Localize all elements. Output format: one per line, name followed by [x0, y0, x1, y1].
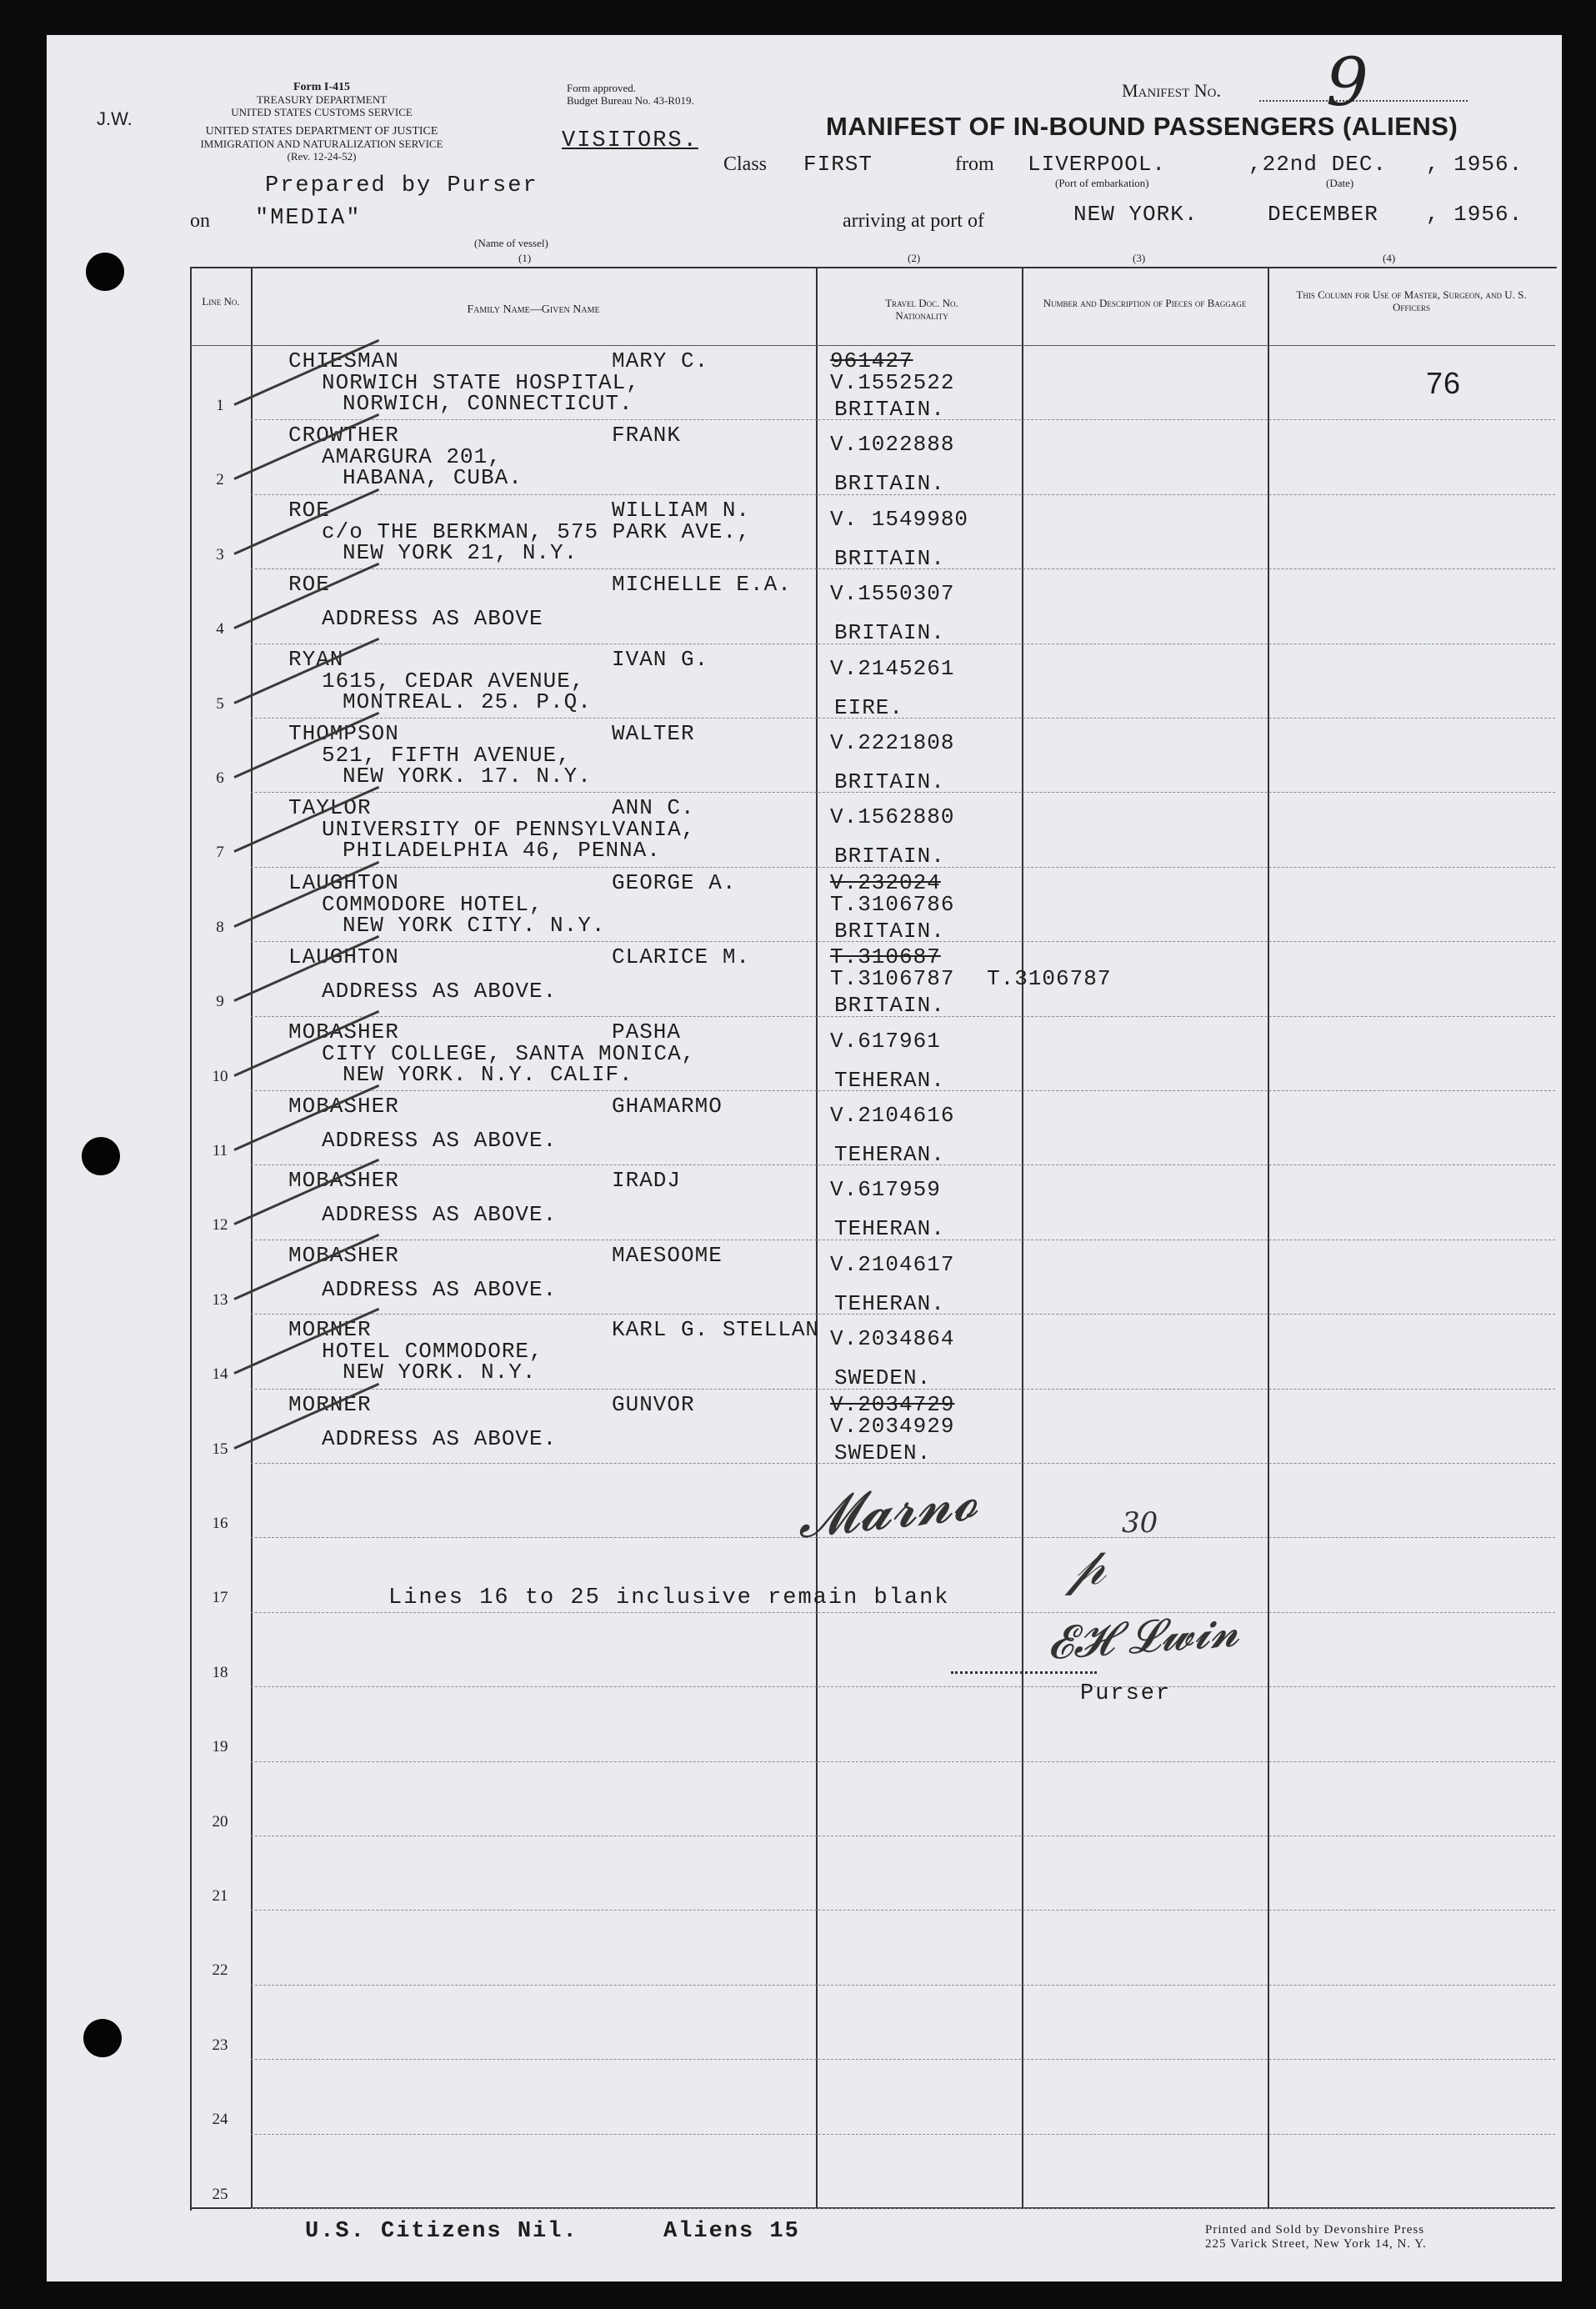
- address-line-1: UNIVERSITY OF PENNSYLVANIA,: [322, 817, 696, 843]
- address-line-1: COMMODORE HOTEL,: [322, 891, 543, 917]
- address-line-2: NEW YORK. N.Y.: [343, 1360, 537, 1385]
- given-name: CLARICE M.: [612, 944, 751, 970]
- col-header-officers: This Column for Use of Master, Surgeon, and U. S. Officers: [1296, 288, 1527, 313]
- arrival-port: NEW YORK.: [1073, 202, 1198, 227]
- travel-doc-number: V.1552522: [830, 370, 955, 395]
- blank-line-number: 17: [212, 1589, 228, 1607]
- treasury-dept: TREASURY DEPARTMENT: [256, 93, 388, 106]
- table-row: [47, 1389, 1562, 1463]
- travel-doc-number-extra: T.3106787: [987, 966, 1112, 992]
- on-label: on: [190, 210, 210, 232]
- ins-service: IMMIGRATION AND NATURALIZATION SERVICE: [200, 138, 443, 150]
- nationality: SWEDEN.: [834, 1365, 932, 1391]
- purser-dotted: [951, 1671, 1097, 1674]
- left-initials: J.W.: [97, 108, 133, 129]
- row-separator: [251, 2059, 1555, 2060]
- travel-doc-struck: 961427: [830, 348, 913, 373]
- handwritten-extra: 30: [1122, 1506, 1158, 1540]
- row-separator: [251, 1985, 1555, 1986]
- row-separator: [251, 1910, 1555, 1911]
- col1-number: (1): [518, 252, 532, 264]
- class-label: Class: [723, 153, 768, 175]
- address-line-1: ADDRESS AS ABOVE.: [322, 1202, 558, 1228]
- address-line-2: NEW YORK. N.Y. CALIF.: [343, 1061, 633, 1087]
- given-name: GUNVOR: [612, 1391, 695, 1417]
- nationality: BRITAIN.: [834, 918, 945, 944]
- justice-dept: UNITED STATES DEPARTMENT OF JUSTICE: [205, 125, 438, 138]
- given-name: MARY C.: [612, 348, 709, 373]
- address-line-1: HOTEL COMMODORE,: [322, 1339, 543, 1365]
- table-row: [47, 1240, 1562, 1314]
- address-line-2: NEW YORK 21, N.Y.: [343, 539, 578, 565]
- travel-doc-number: V.617961: [830, 1028, 941, 1054]
- travel-doc-number: V.617959: [830, 1177, 941, 1203]
- arrival-year: , 1956.: [1426, 202, 1523, 227]
- line-number: 5: [216, 694, 224, 713]
- table-row: [47, 792, 1562, 869]
- blank-line-number: 19: [212, 1738, 228, 1756]
- address-line-1: ADDRESS AS ABOVE.: [322, 1425, 558, 1451]
- travel-doc-number: V.2104617: [830, 1251, 955, 1277]
- given-name: GHAMARMO: [612, 1094, 723, 1119]
- printer-line-1: Printed and Sold by Devonshire Press: [1205, 2223, 1425, 2236]
- from-label: from: [955, 153, 994, 175]
- family-name: TAYLOR: [288, 795, 372, 821]
- arrival-month: DECEMBER: [1268, 202, 1378, 227]
- address-line-1: NORWICH STATE HOSPITAL,: [322, 370, 640, 395]
- line-number: 13: [212, 1290, 228, 1309]
- col-header-travel-doc: Travel Doc. No. Nationality: [885, 297, 958, 322]
- family-name: ROE: [288, 572, 330, 598]
- manifest-number: 9: [1326, 43, 1368, 121]
- family-name: LAUGHTON: [288, 869, 399, 895]
- family-name: CHIESMAN: [288, 348, 399, 373]
- nationality: TEHERAN.: [834, 1142, 945, 1167]
- travel-doc-number: V.2034864: [830, 1326, 955, 1352]
- nationality: TEHERAN.: [834, 1067, 945, 1093]
- travel-doc-struck: V.2034729: [830, 1391, 955, 1417]
- row-separator: [251, 2134, 1555, 2135]
- travel-doc-number: T.3106786: [830, 891, 955, 917]
- travel-doc-number: V.1550307: [830, 581, 955, 607]
- travel-doc-struck: T.310687: [830, 944, 941, 970]
- punch-hole-bottom: [83, 2019, 122, 2057]
- nationality: BRITAIN.: [834, 620, 945, 646]
- table-row: [47, 568, 1562, 646]
- line-number: 3: [216, 545, 224, 563]
- given-name: IRADJ: [612, 1168, 682, 1194]
- family-name: ROE: [288, 497, 330, 523]
- address-line-1: AMARGURA 201,: [322, 444, 502, 470]
- address-line-2: HABANA, CUBA.: [343, 465, 523, 491]
- blank-line-number: 21: [212, 1887, 228, 1905]
- table-row: [47, 644, 1562, 718]
- vessel-name: "MEDIA": [255, 206, 362, 231]
- table-row: [47, 1165, 1562, 1242]
- address-line-1: ADDRESS AS ABOVE.: [322, 979, 558, 1004]
- given-name: ANN C.: [612, 795, 695, 821]
- nationality: BRITAIN.: [834, 769, 945, 794]
- blank-line-number: 20: [212, 1812, 228, 1831]
- blank-line-number: 25: [212, 2185, 228, 2203]
- address-line-1: ADDRESS AS ABOVE.: [322, 1128, 558, 1153]
- class-value: FIRST: [803, 152, 873, 177]
- family-name: LAUGHTON: [288, 944, 399, 970]
- family-name: MOBASHER: [288, 1168, 399, 1194]
- blank-line-number: 22: [212, 1961, 228, 1980]
- family-name: THOMPSON: [288, 721, 399, 746]
- travel-doc-number: T.3106787: [830, 966, 955, 992]
- table-row: [47, 867, 1562, 944]
- manifest-no-label: Manifest No.: [1122, 80, 1221, 101]
- nationality: BRITAIN.: [834, 471, 945, 497]
- form-block: [188, 81, 455, 163]
- row-separator: [251, 2208, 1555, 2209]
- address-line-2: NORWICH, CONNECTICUT.: [343, 391, 633, 416]
- travel-doc-number: V. 1549980: [830, 506, 969, 532]
- printer-line-2: 225 Varick Street, New York 14, N. Y.: [1205, 2237, 1427, 2251]
- table-row: [47, 941, 1562, 1019]
- address-line-1: 1615, CEDAR AVENUE,: [322, 668, 585, 694]
- visitors-label: VISITORS.: [562, 128, 698, 153]
- port-of-embarkation: LIVERPOOL.: [1028, 152, 1167, 177]
- line-number: 7: [216, 844, 224, 862]
- vessel-caption: (Name of vessel): [474, 237, 548, 249]
- punch-hole-top: [86, 253, 124, 291]
- family-name: RYAN: [288, 646, 344, 672]
- given-name: FRANK: [612, 423, 682, 448]
- table-row: [47, 345, 1562, 422]
- nationality: TEHERAN.: [834, 1216, 945, 1242]
- address-line-1: 521, FIFTH AVENUE,: [322, 743, 571, 768]
- address-line-2: MONTREAL. 25. P.Q.: [343, 689, 592, 714]
- handwritten-signature-marmon: 𝓜𝓪𝓻𝓷𝓸: [793, 1467, 981, 1551]
- line-number: 15: [212, 1440, 228, 1458]
- form-approved: Form approved.: [567, 82, 637, 94]
- purser-label: Purser: [1080, 1681, 1172, 1706]
- col3-number: (3): [1133, 252, 1146, 264]
- nationality: TEHERAN.: [834, 1290, 945, 1316]
- line-number: 9: [216, 993, 224, 1011]
- departure-year: , 1956.: [1426, 152, 1523, 177]
- travel-doc-number: V.2145261: [830, 655, 955, 681]
- customs-service: UNITED STATES CUSTOMS SERVICE: [231, 106, 413, 118]
- arriving-label: arriving at port of: [843, 210, 984, 232]
- family-name: CROWTHER: [288, 423, 399, 448]
- travel-doc-number: V.1022888: [830, 432, 955, 458]
- col-header-line-no: Line No.: [202, 295, 240, 308]
- given-name: GEORGE A.: [612, 869, 737, 895]
- line-number: 14: [212, 1365, 228, 1384]
- family-name: MORNER: [288, 1391, 372, 1417]
- us-citizens-count: U.S. Citizens Nil.: [305, 2219, 578, 2244]
- row-separator: [251, 1686, 1555, 1687]
- col4-number: (4): [1383, 252, 1396, 264]
- address-line-1: CITY COLLEGE, SANTA MONICA,: [322, 1040, 696, 1066]
- line-number: 6: [216, 769, 224, 787]
- nationality: SWEDEN.: [834, 1440, 932, 1465]
- table-row: [47, 1314, 1562, 1391]
- travel-doc-struck: V.232024: [830, 869, 941, 895]
- given-name: PASHA: [612, 1019, 682, 1044]
- address-line-2: PHILADELPHIA 46, PENNA.: [343, 838, 661, 864]
- table-row: [47, 494, 1562, 571]
- address-line-2: NEW YORK CITY. N.Y.: [343, 912, 606, 938]
- table-row: [47, 718, 1562, 792]
- purser-signature: 𝓔𝓗 𝓛𝔀𝓲𝓷: [1045, 1604, 1241, 1670]
- travel-doc-number: V.2104616: [830, 1103, 955, 1128]
- travel-doc-number: V.2221808: [830, 730, 955, 755]
- line-number: 11: [212, 1142, 228, 1160]
- nationality: BRITAIN.: [834, 844, 945, 869]
- col-header-baggage: Number and Description of Pieces of Baggage: [1043, 297, 1247, 309]
- row-separator: [251, 1612, 1555, 1613]
- travel-doc-number: V.1562880: [830, 804, 955, 830]
- handwritten-initials: 𝓅: [1068, 1535, 1106, 1597]
- line-number: 10: [212, 1067, 228, 1085]
- address-line-1: ADDRESS AS ABOVE: [322, 606, 543, 632]
- col-header-name: Family Name—Given Name: [467, 303, 600, 316]
- blank-line-number: 23: [212, 2036, 228, 2054]
- date-caption: (Date): [1326, 177, 1354, 189]
- blank-line-number: 16: [212, 1515, 228, 1532]
- family-name: MOBASHER: [288, 1094, 399, 1119]
- blank-line-number: 18: [212, 1663, 228, 1681]
- table-row: [47, 1090, 1562, 1165]
- family-name: MOBASHER: [288, 1019, 399, 1044]
- row-separator: [251, 1761, 1555, 1762]
- nationality: EIRE.: [834, 694, 904, 720]
- given-name: WILLIAM N.: [612, 497, 751, 523]
- manifest-sheet: [47, 35, 1562, 2281]
- table-row: [47, 419, 1562, 497]
- nationality: BRITAIN.: [834, 993, 945, 1019]
- given-name: MICHELLE E.A.: [612, 572, 792, 598]
- form-number: Form I-415: [293, 81, 351, 93]
- line-number: 1: [216, 397, 224, 414]
- departure-date: ,22nd DEC.: [1248, 152, 1388, 177]
- given-name: WALTER: [612, 721, 695, 746]
- aliens-count: Aliens 15: [663, 2219, 800, 2244]
- line-number: 8: [216, 918, 224, 936]
- remain-blank-note: Lines 16 to 25 inclusive remain blank: [388, 1585, 950, 1610]
- travel-doc-number: V.2034929: [830, 1413, 955, 1439]
- officer-note: 76: [1426, 366, 1462, 400]
- nationality: BRITAIN.: [834, 545, 945, 571]
- nationality: BRITAIN.: [834, 397, 945, 422]
- manifest-title: MANIFEST OF IN-BOUND PASSENGERS (ALIENS): [826, 112, 1458, 141]
- port-caption: (Port of embarkation): [1055, 177, 1149, 189]
- budget-bureau: Budget Bureau No. 43-R019.: [567, 94, 694, 107]
- table-row: [47, 1016, 1562, 1093]
- family-name: MORNER: [288, 1317, 372, 1343]
- blank-line-number: 24: [212, 2111, 228, 2129]
- address-line-1: ADDRESS AS ABOVE.: [322, 1276, 558, 1302]
- given-name: MAESOOME: [612, 1242, 723, 1268]
- revision: (Rev. 12-24-52): [287, 150, 357, 163]
- col2-number: (2): [908, 252, 921, 264]
- address-line-1: c/o THE BERKMAN, 575 PARK AVE.,: [322, 518, 751, 544]
- line-number: 12: [212, 1216, 228, 1235]
- given-name: KARL G. STELLAN: [612, 1317, 820, 1343]
- given-name: IVAN G.: [612, 646, 709, 672]
- line-number: 4: [216, 620, 224, 639]
- line-number: 2: [216, 471, 224, 489]
- address-line-2: NEW YORK. 17. N.Y.: [343, 764, 592, 789]
- prepared-by: Prepared by Purser: [265, 173, 538, 198]
- family-name: MOBASHER: [288, 1242, 399, 1268]
